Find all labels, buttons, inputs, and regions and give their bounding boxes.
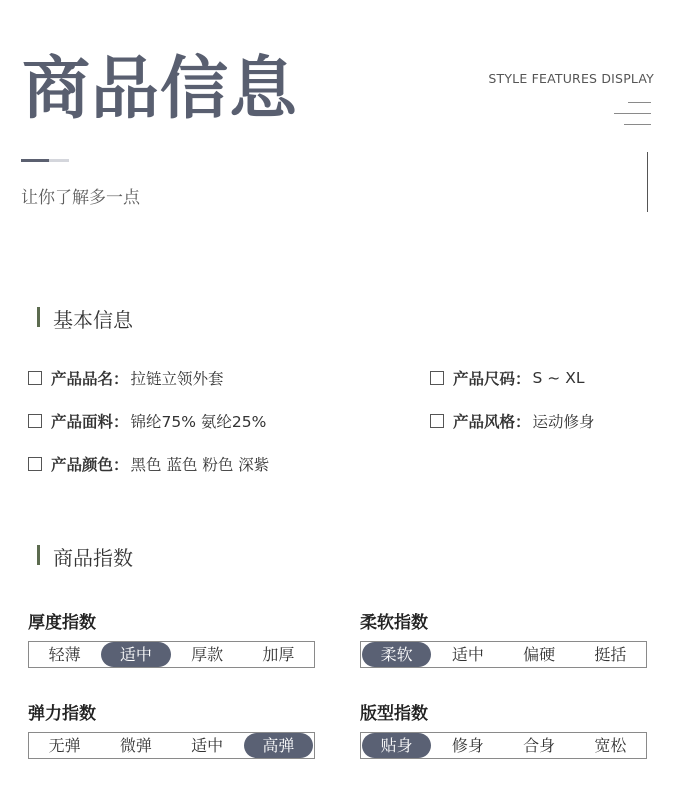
info-label: 产品尺码： (453, 370, 531, 388)
section-marker (37, 545, 40, 565)
checkbox-icon (430, 414, 444, 428)
index-option-selected: 柔软 (362, 642, 431, 667)
info-item-size (430, 367, 584, 389)
info-value: 运动修身 (532, 413, 595, 431)
index-option-selected: 贴身 (362, 733, 431, 758)
section-title-indices: 商品指数 (53, 546, 133, 570)
checkbox-icon (28, 457, 42, 471)
index-title-elasticity: 弹力指数 (28, 704, 96, 724)
decorative-lines (614, 102, 651, 126)
accent-line-light (49, 159, 69, 162)
index-option: 无弹 (48, 736, 81, 755)
index-title-fit: 版型指数 (360, 704, 428, 724)
info-item-color (28, 453, 269, 475)
index-option: 微弹 (119, 736, 152, 755)
index-option: 轻薄 (48, 645, 81, 664)
index-option: 宽松 (594, 736, 627, 755)
index-option: 适中 (451, 645, 484, 664)
page-subtitle: 让你了解多一点 (21, 188, 140, 208)
info-item-fabric (28, 410, 266, 432)
index-option: 挺括 (594, 645, 627, 664)
info-value: S ~ XL (532, 369, 585, 387)
index-option: 修身 (451, 736, 484, 755)
checkbox-icon (430, 371, 444, 385)
english-label: STYLE FEATURES DISPLAY (488, 71, 654, 86)
index-scale-thickness (28, 641, 315, 668)
index-scale-fit (360, 732, 647, 759)
info-value: 黑色 蓝色 粉色 深紫 (130, 456, 270, 474)
accent-line (21, 159, 49, 162)
info-label: 产品风格： (453, 413, 531, 431)
index-option: 适中 (191, 736, 224, 755)
info-value: 拉链立领外套 (130, 370, 224, 388)
index-title-thickness: 厚度指数 (28, 613, 96, 633)
page-title: 商品信息 (22, 50, 299, 129)
index-scale-elasticity (28, 732, 315, 759)
checkbox-icon (28, 371, 42, 385)
info-label: 产品面料： (51, 413, 129, 431)
checkbox-icon (28, 414, 42, 428)
info-label: 产品品名： (51, 370, 129, 388)
vertical-divider (647, 152, 648, 212)
index-option-selected: 适中 (101, 642, 170, 667)
info-value: 锦纶75% 氨纶25% (130, 413, 267, 431)
section-title-basic: 基本信息 (53, 308, 133, 332)
info-item-name (28, 367, 224, 389)
index-option-selected: 高弹 (244, 733, 313, 758)
index-title-softness: 柔软指数 (360, 613, 428, 633)
index-option: 偏硬 (523, 645, 556, 664)
index-option: 加厚 (262, 645, 295, 664)
info-label: 产品颜色： (51, 456, 129, 474)
index-option: 合身 (523, 736, 556, 755)
info-item-style (430, 410, 595, 432)
index-option: 厚款 (191, 645, 224, 664)
index-scale-softness (360, 641, 647, 668)
section-marker (37, 307, 40, 327)
